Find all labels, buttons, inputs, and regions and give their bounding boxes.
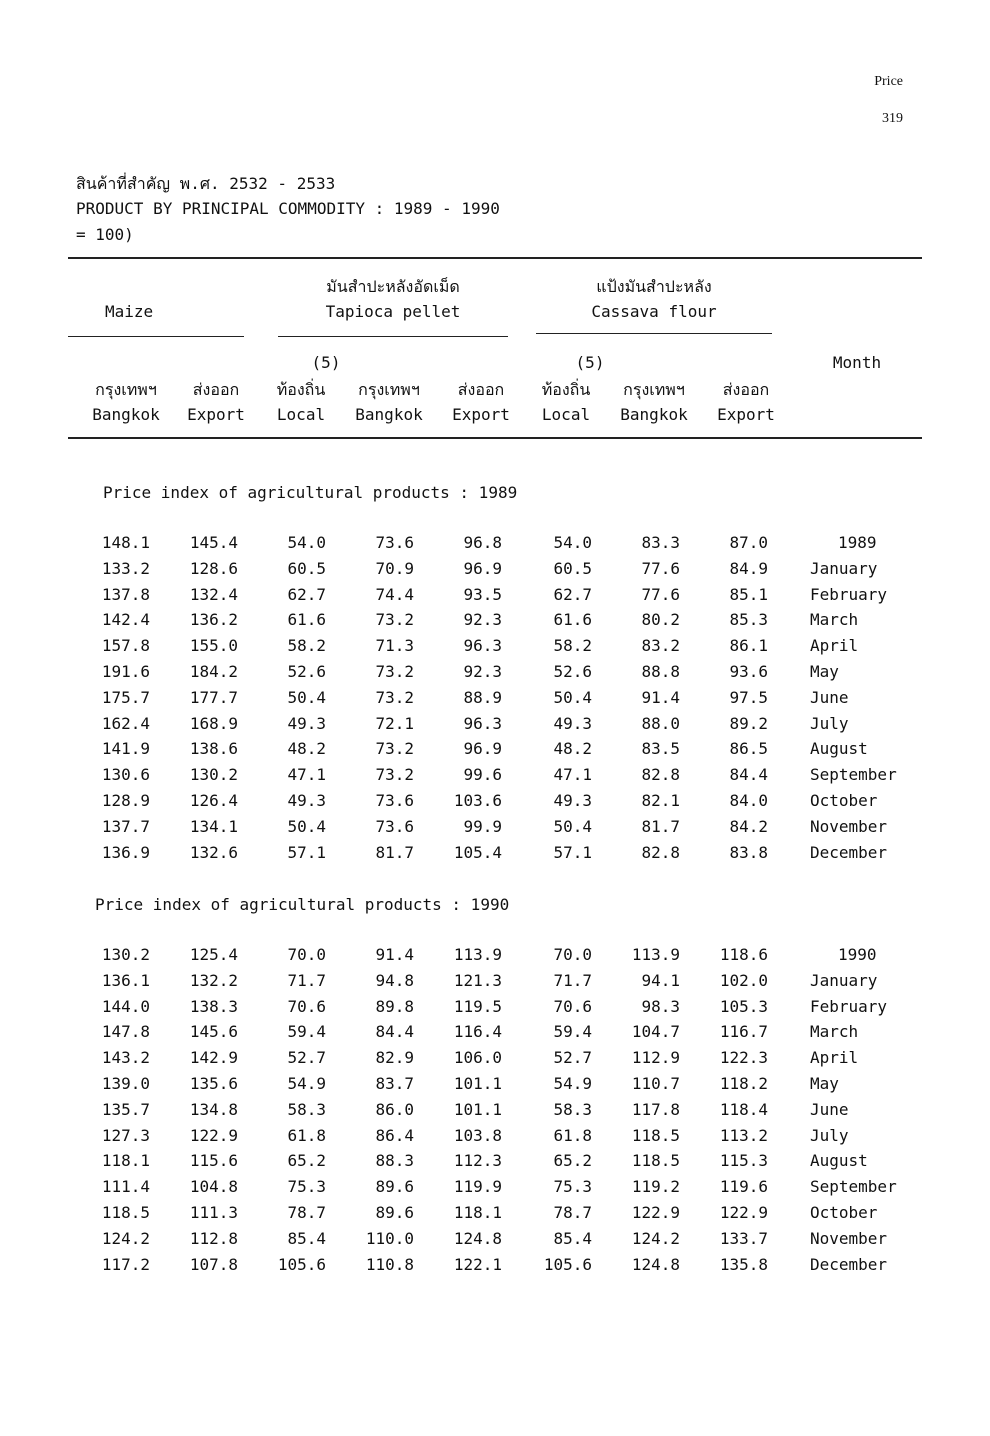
table-cell: 86.5 — [729, 739, 768, 759]
table-cell: 88.0 — [641, 713, 680, 733]
table-cell: 124.8 — [453, 1228, 502, 1248]
table-cell: 106.0 — [453, 1048, 502, 1068]
table-cell: 58.2 — [553, 636, 592, 656]
table-cell: 54.0 — [287, 533, 326, 552]
note-5-cassava: (5) — [575, 353, 605, 372]
table-cell: 47.1 — [553, 765, 592, 785]
table-cell: 142.9 — [189, 1048, 238, 1068]
table-cell: 61.6 — [553, 610, 592, 630]
table-cell: 94.1 — [641, 970, 680, 990]
table-cell: 104.8 — [189, 1177, 238, 1197]
col-header-thai: ท้องถิ่น — [276, 380, 326, 399]
table-cell: 60.5 — [553, 558, 592, 578]
col-header-en: Export — [187, 405, 245, 424]
table-cell: 130.2 — [189, 765, 238, 785]
table-cell: 118.1 — [453, 1203, 502, 1222]
table-cell: 137.8 — [101, 584, 150, 604]
table-cell: 82.8 — [641, 765, 680, 785]
table-cell: 59.4 — [553, 1022, 592, 1042]
table-cell: 72.1 — [375, 713, 414, 733]
table-cell: 105.6 — [277, 1254, 326, 1274]
table-cell: 138.3 — [189, 996, 238, 1016]
col-header-en: Bangkok — [355, 405, 423, 424]
table-cell: 142.4 — [101, 610, 150, 630]
table-cell: 70.0 — [553, 945, 592, 964]
table-cell: 88.8 — [641, 662, 680, 681]
row-month-label: October — [810, 1203, 878, 1222]
table-cell: 84.2 — [729, 816, 768, 836]
table-cell: 50.4 — [287, 687, 326, 707]
group-month: Month — [832, 353, 882, 372]
table-cell: 143.2 — [101, 1048, 150, 1068]
row-month-label: December — [810, 1254, 888, 1274]
table-cell: 124.2 — [101, 1228, 150, 1248]
row-month-label: June — [810, 1099, 849, 1119]
table-cell: 117.2 — [101, 1254, 150, 1274]
table-cell: 73.2 — [375, 739, 414, 759]
title-thai: สินค้าที่สำคัญ พ.ศ. 2532 - 2533 — [76, 174, 336, 193]
row-month-label: March — [810, 610, 859, 630]
row-month-label: September — [810, 1177, 897, 1197]
table-cell: 103.8 — [453, 1125, 502, 1145]
table-cell: 73.2 — [375, 610, 414, 630]
table-cell: 89.6 — [375, 1203, 414, 1222]
col-header-en: Export — [452, 405, 510, 424]
table-cell: 57.1 — [287, 842, 326, 862]
table-cell: 115.3 — [719, 1151, 768, 1171]
row-month-label: April — [810, 1048, 859, 1068]
col-header-thai: ส่งออก — [457, 380, 505, 399]
section-title-1989: Price index of agricultural products : 1989 — [103, 483, 518, 502]
row-month-label: June — [810, 687, 849, 707]
table-cell: 96.3 — [463, 636, 502, 656]
row-month-label: July — [810, 713, 849, 733]
table-cell: 65.2 — [553, 1151, 592, 1171]
col-header-thai: กรุงเทพฯ — [95, 380, 157, 399]
table-cell: 58.3 — [287, 1099, 326, 1119]
table-cell: 88.3 — [375, 1151, 414, 1171]
row-month-label: December — [810, 842, 888, 862]
table-cell: 83.2 — [641, 636, 680, 656]
table-cell: 99.9 — [463, 816, 502, 836]
table-cell: 112.8 — [189, 1228, 238, 1248]
table-cell: 132.2 — [189, 970, 238, 990]
table-cell: 52.6 — [287, 662, 326, 681]
table-cell: 117.8 — [631, 1099, 680, 1119]
table-cell: 86.0 — [375, 1099, 414, 1119]
table-cell: 77.6 — [641, 558, 680, 578]
table-cell: 73.6 — [375, 816, 414, 836]
row-month-label: July — [810, 1125, 849, 1145]
top-rule — [68, 257, 922, 259]
table-cell: 147.8 — [101, 1022, 150, 1042]
table-cell: 49.3 — [287, 713, 326, 733]
table-cell: 52.6 — [553, 662, 592, 681]
table-cell: 162.4 — [101, 713, 150, 733]
table-cell: 136.1 — [101, 970, 150, 990]
col-header-thai: ท้องถิ่น — [541, 380, 591, 399]
table-cell: 62.7 — [553, 584, 592, 604]
table-cell: 82.9 — [375, 1048, 414, 1068]
table-cell: 168.9 — [189, 713, 238, 733]
section-title-1990: Price index of agricultural products : 1990 — [95, 895, 510, 914]
table-cell: 71.7 — [287, 970, 326, 990]
table-cell: 118.5 — [631, 1151, 680, 1171]
table-cell: 157.8 — [101, 636, 150, 656]
table-cell: 91.4 — [641, 687, 680, 707]
table-cell: 87.0 — [729, 533, 768, 552]
table-cell: 65.2 — [287, 1151, 326, 1171]
table-cell: 111.3 — [189, 1203, 238, 1222]
table-cell: 73.2 — [375, 662, 414, 681]
section-label: Price — [874, 74, 903, 89]
table-cell: 110.7 — [631, 1074, 680, 1093]
col-header-thai: ส่งออก — [722, 380, 770, 399]
table-cell: 89.2 — [729, 713, 768, 733]
table-cell: 119.2 — [631, 1177, 680, 1197]
table-cell: 184.2 — [189, 662, 238, 681]
table-cell: 98.3 — [641, 996, 680, 1016]
row-month-label: January — [810, 970, 878, 990]
row-month-label: September — [810, 765, 897, 785]
row-month-label: May — [810, 662, 839, 681]
table-cell: 118.5 — [101, 1203, 150, 1222]
table-cell: 132.4 — [189, 584, 238, 604]
table-cell: 118.6 — [719, 945, 768, 964]
table-cell: 122.9 — [719, 1203, 768, 1222]
table-cell: 133.2 — [101, 558, 150, 578]
table-cell: 50.4 — [553, 687, 592, 707]
table-cell: 135.8 — [719, 1254, 768, 1274]
table-cell: 52.7 — [553, 1048, 592, 1068]
table-cell: 128.9 — [101, 791, 150, 810]
table-cell: 113.9 — [631, 945, 680, 964]
table-cell: 119.5 — [453, 996, 502, 1016]
table-cell: 93.5 — [463, 584, 502, 604]
row-month-label: April — [810, 636, 859, 656]
table-cell: 80.2 — [641, 610, 680, 630]
table-cell: 113.9 — [453, 945, 502, 964]
table-cell: 155.0 — [189, 636, 238, 656]
table-cell: 118.2 — [719, 1074, 768, 1093]
table-cell: 48.2 — [287, 739, 326, 759]
table-cell: 118.4 — [719, 1099, 768, 1119]
table-cell: 103.6 — [453, 791, 502, 810]
table-cell: 128.6 — [189, 558, 238, 578]
table-cell: 73.2 — [375, 765, 414, 785]
table-cell: 119.6 — [719, 1177, 768, 1197]
table-cell: 83.3 — [641, 533, 680, 552]
table-cell: 94.8 — [375, 970, 414, 990]
table-cell: 116.7 — [719, 1022, 768, 1042]
table-cell: 145.4 — [189, 533, 238, 552]
col-header-en: Export — [717, 405, 775, 424]
table-cell: 125.4 — [189, 945, 238, 964]
table-cell: 111.4 — [101, 1177, 150, 1197]
table-cell: 112.9 — [631, 1048, 680, 1068]
table-cell: 89.8 — [375, 996, 414, 1016]
row-month-label: February — [810, 996, 888, 1016]
table-cell: 96.8 — [463, 533, 502, 552]
table-cell: 132.6 — [189, 842, 238, 862]
table-cell: 49.3 — [553, 713, 592, 733]
table-cell: 91.4 — [375, 945, 414, 964]
table-cell: 122.1 — [453, 1254, 502, 1274]
table-cell: 71.3 — [375, 636, 414, 656]
table-cell: 138.6 — [189, 739, 238, 759]
table-cell: 81.7 — [375, 842, 414, 862]
table-cell: 70.6 — [287, 996, 326, 1016]
table-cell: 73.6 — [375, 791, 414, 810]
table-cell: 175.7 — [101, 687, 150, 707]
table-cell: 86.1 — [729, 636, 768, 656]
col-header-thai: ส่งออก — [192, 380, 240, 399]
table-cell: 54.9 — [553, 1074, 592, 1093]
table-cell: 97.5 — [729, 687, 768, 707]
row-month-label: May — [810, 1074, 839, 1093]
table-cell: 124.8 — [631, 1254, 680, 1274]
table-cell: 135.7 — [101, 1099, 150, 1119]
table-cell: 70.9 — [375, 558, 414, 578]
tapioca-underline — [278, 336, 508, 337]
table-cell: 49.3 — [553, 791, 592, 810]
table-cell: 118.5 — [631, 1125, 680, 1145]
col-header-en: Local — [276, 405, 326, 424]
table-cell: 83.5 — [641, 739, 680, 759]
table-cell: 177.7 — [189, 687, 238, 707]
table-cell: 70.0 — [287, 945, 326, 964]
table-cell: 73.2 — [375, 687, 414, 707]
table-cell: 101.1 — [453, 1099, 502, 1119]
base-note: = 100) — [76, 225, 134, 244]
table-cell: 58.2 — [287, 636, 326, 656]
table-cell: 136.2 — [189, 610, 238, 630]
table-cell: 110.0 — [365, 1228, 414, 1248]
table-cell: 130.6 — [101, 765, 150, 785]
table-cell: 48.2 — [553, 739, 592, 759]
table-cell: 105.3 — [719, 996, 768, 1016]
row-month-label: August — [810, 1151, 868, 1171]
col-header-en: Bangkok — [92, 405, 160, 424]
table-cell: 61.8 — [553, 1125, 592, 1145]
table-cell: 81.7 — [641, 816, 680, 836]
table-cell: 121.3 — [453, 970, 502, 990]
table-cell: 122.9 — [189, 1125, 238, 1145]
table-cell: 84.9 — [729, 558, 768, 578]
table-cell: 61.6 — [287, 610, 326, 630]
table-cell: 124.2 — [631, 1228, 680, 1248]
table-cell: 134.1 — [189, 816, 238, 836]
table-cell: 141.9 — [101, 739, 150, 759]
table-cell: 85.4 — [287, 1228, 326, 1248]
table-cell: 134.8 — [189, 1099, 238, 1119]
row-year-label: 1990 — [838, 945, 877, 964]
table-cell: 85.1 — [729, 584, 768, 604]
table-cell: 49.3 — [287, 791, 326, 810]
row-month-label: November — [810, 816, 888, 836]
table-cell: 85.3 — [729, 610, 768, 630]
table-cell: 54.9 — [287, 1074, 326, 1093]
table-cell: 70.6 — [553, 996, 592, 1016]
table-cell: 122.3 — [719, 1048, 768, 1068]
col-header-thai: กรุงเทพฯ — [358, 380, 420, 399]
table-cell: 78.7 — [287, 1203, 326, 1222]
row-month-label: November — [810, 1228, 888, 1248]
table-cell: 52.7 — [287, 1048, 326, 1068]
table-cell: 83.7 — [375, 1074, 414, 1093]
table-cell: 86.4 — [375, 1125, 414, 1145]
group-cassava-thai: แป้งมันสำปะหลัง — [596, 277, 712, 296]
table-cell: 96.9 — [463, 558, 502, 578]
table-cell: 135.6 — [189, 1074, 238, 1093]
table-cell: 139.0 — [101, 1074, 150, 1093]
table-cell: 105.6 — [543, 1254, 592, 1274]
table-cell: 191.6 — [101, 662, 150, 681]
col-header-en: Bangkok — [620, 405, 688, 424]
table-cell: 59.4 — [287, 1022, 326, 1042]
table-cell: 54.0 — [553, 533, 592, 552]
table-cell: 133.7 — [719, 1228, 768, 1248]
table-cell: 145.6 — [189, 1022, 238, 1042]
col-header-en: Local — [541, 405, 591, 424]
table-cell: 47.1 — [287, 765, 326, 785]
row-month-label: January — [810, 558, 878, 578]
table-cell: 61.8 — [287, 1125, 326, 1145]
table-cell: 137.7 — [101, 816, 150, 836]
table-cell: 77.6 — [641, 584, 680, 604]
table-cell: 144.0 — [101, 996, 150, 1016]
table-cell: 60.5 — [287, 558, 326, 578]
table-cell: 50.4 — [287, 816, 326, 836]
table-cell: 50.4 — [553, 816, 592, 836]
table-cell: 75.3 — [287, 1177, 326, 1197]
group-cassava-en: Cassava flour — [591, 302, 717, 321]
table-cell: 119.9 — [453, 1177, 502, 1197]
table-cell: 57.1 — [553, 842, 592, 862]
note-5-tapioca: (5) — [311, 353, 341, 372]
table-cell: 96.3 — [463, 713, 502, 733]
table-cell: 84.4 — [375, 1022, 414, 1042]
row-year-label: 1989 — [838, 533, 877, 552]
page-number: 319 — [882, 111, 903, 126]
table-cell: 107.8 — [189, 1254, 238, 1274]
table-cell: 104.7 — [631, 1022, 680, 1042]
table-cell: 115.6 — [189, 1151, 238, 1171]
table-cell: 73.6 — [375, 533, 414, 552]
table-cell: 105.4 — [453, 842, 502, 862]
table-cell: 88.9 — [463, 687, 502, 707]
maize-underline — [68, 336, 244, 337]
table-cell: 74.4 — [375, 584, 414, 604]
table-cell: 82.8 — [641, 842, 680, 862]
row-month-label: October — [810, 791, 878, 810]
table-cell: 127.3 — [101, 1125, 150, 1145]
table-cell: 89.6 — [375, 1177, 414, 1197]
table-cell: 148.1 — [101, 533, 150, 552]
row-month-label: February — [810, 584, 888, 604]
table-cell: 75.3 — [553, 1177, 592, 1197]
table-cell: 93.6 — [729, 662, 768, 681]
table-cell: 62.7 — [287, 584, 326, 604]
table-cell: 92.3 — [463, 662, 502, 681]
table-cell: 85.4 — [553, 1228, 592, 1248]
table-cell: 78.7 — [553, 1203, 592, 1222]
table-cell: 101.1 — [453, 1074, 502, 1093]
table-cell: 126.4 — [189, 791, 238, 810]
row-month-label: August — [810, 739, 868, 759]
table-cell: 83.8 — [729, 842, 768, 862]
table-cell: 102.0 — [719, 970, 768, 990]
title-english: PRODUCT BY PRINCIPAL COMMODITY : 1989 - 1990 — [76, 199, 500, 218]
group-tapioca-en: Tapioca pellet — [325, 302, 461, 321]
table-cell: 82.1 — [641, 791, 680, 810]
cassava-underline — [536, 333, 772, 334]
table-cell: 116.4 — [453, 1022, 502, 1042]
table-cell: 96.9 — [463, 739, 502, 759]
table-cell: 84.0 — [729, 791, 768, 810]
table-cell: 118.1 — [101, 1151, 150, 1171]
group-tapioca-thai: มันสำปะหลังอัดเม็ด — [326, 277, 460, 296]
table-cell: 113.2 — [719, 1125, 768, 1145]
table-cell: 99.6 — [463, 765, 502, 785]
table-cell: 71.7 — [553, 970, 592, 990]
table-cell: 136.9 — [101, 842, 150, 862]
table-cell: 84.4 — [729, 765, 768, 785]
table-cell: 110.8 — [365, 1254, 414, 1274]
table-cell: 122.9 — [631, 1203, 680, 1222]
table-cell: 112.3 — [453, 1151, 502, 1171]
row-month-label: March — [810, 1022, 859, 1042]
header-bottom-rule — [68, 437, 922, 439]
table-cell: 92.3 — [463, 610, 502, 630]
table-cell: 58.3 — [553, 1099, 592, 1119]
table-cell: 130.2 — [101, 945, 150, 964]
col-header-thai: กรุงเทพฯ — [623, 380, 685, 399]
group-maize: Maize — [105, 302, 154, 321]
